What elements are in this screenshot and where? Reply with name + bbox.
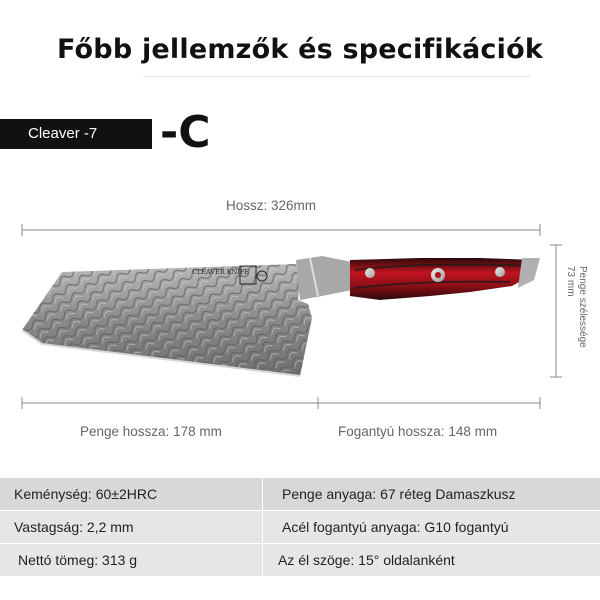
spec-row bbox=[0, 511, 600, 543]
thickness-spec: Vastagság: 2,2 mm bbox=[14, 519, 134, 535]
spec-table bbox=[0, 478, 600, 577]
blade-engraving: CLEAVER KNIFE bbox=[192, 268, 250, 276]
spec-row bbox=[0, 478, 600, 510]
blade-length-label: Penge hossza: 178 mm bbox=[80, 424, 222, 439]
blade-width-value: 73 mm bbox=[565, 266, 576, 297]
bolt-icon bbox=[365, 268, 375, 278]
blade-material-spec: Penge anyaga: 67 réteg Damaszkusz bbox=[282, 486, 516, 502]
spec-row bbox=[0, 544, 600, 576]
column-divider bbox=[262, 511, 263, 543]
column-divider bbox=[262, 544, 263, 576]
handle-material-spec: Acél fogantyú anyaga: G10 fogantyú bbox=[282, 519, 509, 535]
model-badge: Cleaver -7 bbox=[0, 119, 152, 149]
column-divider bbox=[262, 478, 263, 510]
page-title: Főbb jellemzők és specifikációk bbox=[57, 34, 543, 65]
hardness-spec: Keménység: 60±2HRC bbox=[14, 486, 158, 502]
overall-length-label: Hossz: 326mm bbox=[226, 198, 317, 213]
edge-angle-spec: Az él szöge: 15° oldalanként bbox=[278, 552, 455, 568]
blade-width-title: Penge szélessége bbox=[577, 266, 588, 348]
bolt-icon bbox=[495, 267, 505, 277]
handle-length-label: Fogantyú hossza: 148 mm bbox=[338, 424, 498, 439]
bolster bbox=[296, 256, 352, 300]
net-weight-spec: Nettó tömeg: 313 g bbox=[18, 552, 138, 568]
model-variant: -C bbox=[160, 107, 211, 158]
